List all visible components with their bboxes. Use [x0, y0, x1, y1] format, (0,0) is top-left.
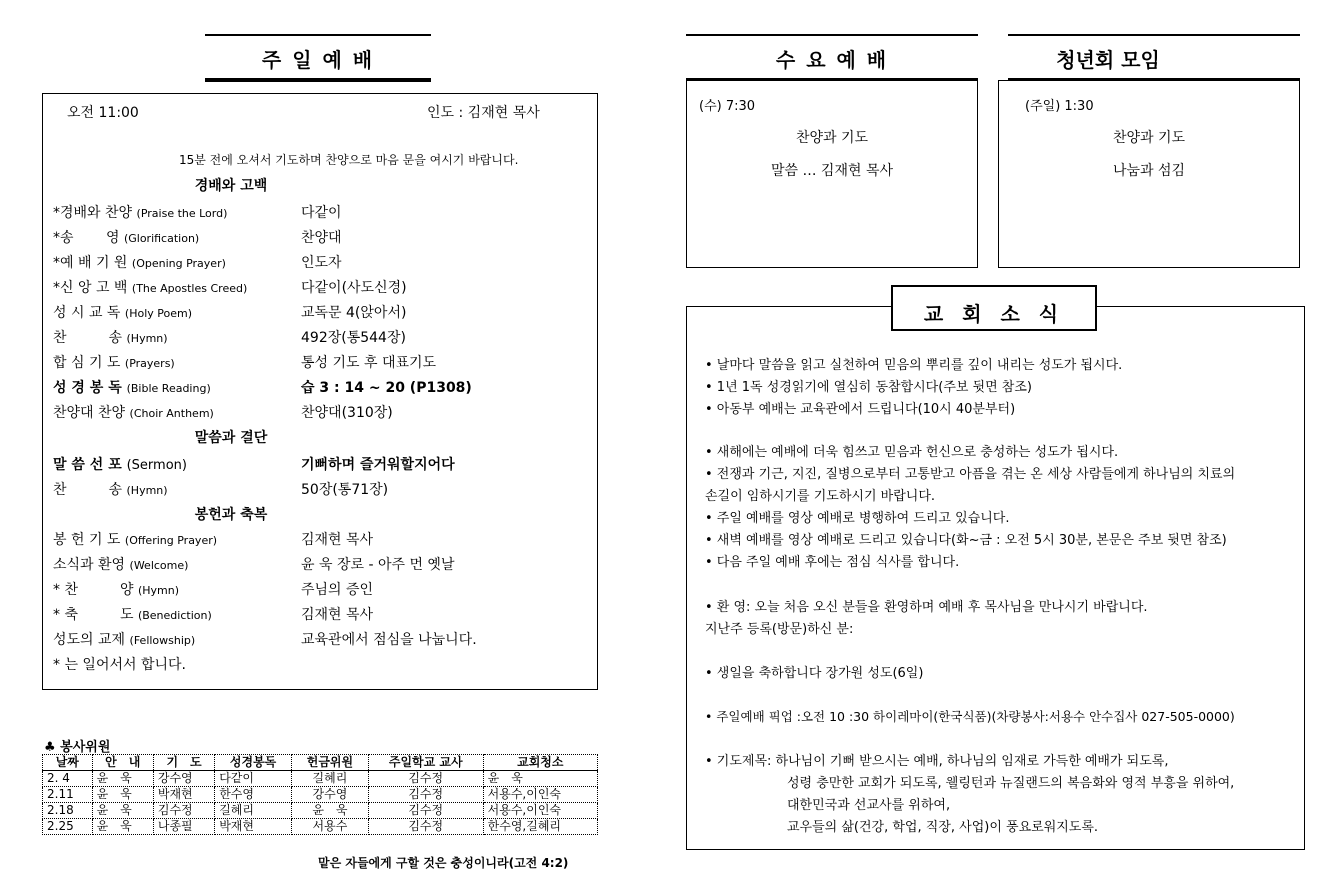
item-label: *송 영 [53, 230, 124, 246]
news-item: • 환 영: 오늘 처음 오신 분들을 환영하며 예배 후 목사님을 만나시기 바랍니다. [705, 600, 1148, 615]
title-rule-bottom [205, 78, 431, 82]
item-label: 찬양대 찬양 [53, 405, 130, 421]
title-rule-top [686, 34, 978, 36]
table-cell: 윤 욱 [92, 787, 153, 803]
table-cell: 길혜리 [215, 803, 292, 819]
table-cell: 윤 욱 [92, 819, 153, 835]
news-item: • 주일예배 픽업 :오전 10 :30 하이레마이(한국식품)(차량봉사:서용수 안수집사 027-505-0000) [705, 709, 1235, 724]
order-item [53, 202, 342, 222]
item-english: (Hymn) [137, 584, 180, 597]
table-cell: 한수영,길혜리 [483, 819, 597, 835]
news-item: 교우들의 삶(건강, 학업, 직장, 사업)이 풍요로워지도록. [787, 820, 1099, 835]
order-item [53, 277, 407, 297]
table-cell: 강수영 [153, 771, 214, 787]
table-cell: 윤 욱 [292, 803, 369, 819]
sunday-title: 주 일 예 배 [261, 48, 375, 72]
item-label: * 찬 양 [53, 582, 138, 598]
item-value: 찬양대(310장) [301, 405, 393, 421]
table-cell: 김수정 [368, 771, 483, 787]
item-value: 50장(통71장) [301, 482, 389, 498]
item-value: 통성 기도 후 대표기도 [301, 355, 437, 371]
order-item [53, 554, 455, 574]
table-cell: 2.11 [43, 787, 93, 803]
table-cell: 서용수,이인숙 [483, 803, 597, 819]
item-value: 주님의 증인 [301, 582, 374, 598]
table-cell: 김수정 [153, 803, 214, 819]
service-leader: 인도 : 김재현 목사 [427, 105, 540, 121]
order-item [53, 227, 342, 247]
item-label: 성도의 교제 [53, 632, 130, 648]
title-rule-top [205, 34, 431, 36]
item-value: 기뻐하며 즐거워할지어다 [301, 457, 455, 473]
youth-line: 나눔과 섬김 [1112, 163, 1186, 179]
wednesday-box [686, 80, 978, 268]
item-english: (The Apostles Creed) [131, 282, 248, 295]
news-item: 성령 충만한 교회가 되도록, 웰링턴과 뉴질랜드의 복음화와 영적 부흥을 위하여, [787, 776, 1235, 791]
youth-box [998, 80, 1300, 268]
table-cell: 2.25 [43, 819, 93, 835]
item-english: (Glorification) [123, 232, 200, 245]
item-label: 봉 헌 기 도 [53, 532, 125, 548]
order-item [53, 529, 374, 549]
news-box [686, 306, 1305, 850]
item-english: (Prayers) [124, 357, 175, 370]
column-header: 헌금위원 [292, 755, 369, 771]
item-label: 성 시 교 독 [53, 305, 125, 321]
standing-footnote: * 는 일어서서 합니다. [53, 657, 186, 673]
news-title-box [891, 285, 1097, 331]
table-cell: 2.18 [43, 803, 93, 819]
column-header: 안 내 [92, 755, 153, 771]
order-item [53, 402, 393, 422]
sunday-service-box [42, 93, 598, 690]
wednesday-title: 수 요 예 배 [775, 48, 889, 72]
item-value: 교독문 4(앉아서) [301, 305, 407, 321]
item-english: (Welcome) [129, 559, 189, 572]
item-english: (Fellowship) [129, 634, 196, 647]
table-header-row [43, 755, 598, 771]
item-value: 찬양대 [301, 230, 342, 246]
table-cell: 김수정 [368, 803, 483, 819]
order-item [53, 352, 437, 372]
column-header: 날짜 [43, 755, 93, 771]
duty-title: ♣ 봉사위원 [44, 740, 111, 755]
table-row [43, 787, 598, 803]
news-item: • 새벽 예배를 영상 예배로 드리고 있습니다(화~금 : 오전 5시 30분, 본문은 주보 뒷면 참조) [705, 533, 1227, 548]
table-cell: 윤 욱 [92, 771, 153, 787]
order-item [53, 579, 374, 599]
item-label: *신 앙 고 백 [53, 280, 132, 296]
table-cell: 김수정 [368, 787, 483, 803]
news-item: • 날마다 말씀을 읽고 실천하여 믿음의 뿌리를 깊이 내리는 성도가 됩시다. [705, 358, 1123, 373]
news-item: • 기도제목: 하나님이 기뻐 받으시는 예배, 하나님의 임재로 가득한 예배가 되도록, [705, 754, 1169, 769]
item-label: 소식과 환영 [53, 557, 130, 573]
news-item: 손길이 임하시기를 기도하시기 바랍니다. [705, 489, 936, 504]
order-item [53, 479, 389, 499]
column-header: 기 도 [153, 755, 214, 771]
item-value: 김재현 목사 [301, 532, 374, 548]
section-heading: 경배와 고백 [194, 178, 268, 194]
item-label: 합 심 기 도 [53, 355, 125, 371]
youth-time: (주일) 1:30 [1025, 99, 1094, 114]
item-english: (Sermon) [126, 458, 187, 473]
news-item: 지난주 등록(방문)하신 분: [705, 622, 854, 637]
order-item [53, 629, 477, 649]
order-item [53, 252, 342, 272]
table-cell: 한수영 [215, 787, 292, 803]
news-item: • 주일 예배를 영상 예배로 병행하여 드리고 있습니다. [705, 511, 1010, 526]
item-label: *예 배 기 원 [53, 255, 132, 271]
section-heading: 봉헌과 축복 [194, 507, 268, 523]
item-value: 교육관에서 점심을 나눕니다. [301, 632, 477, 648]
service-time: 오전 11:00 [67, 105, 139, 121]
news-item: • 전쟁과 기근, 지진, 질병으로부터 고통받고 아픔을 겪는 온 세상 사람들에게 하나님의 치료의 [705, 467, 1236, 482]
item-english: (Hymn) [126, 332, 168, 345]
table-row [43, 771, 598, 787]
item-value: 492장(통544장) [301, 330, 406, 346]
item-english: (Praise the Lord) [136, 207, 228, 220]
item-label: 찬 송 [53, 330, 127, 346]
order-item-sermon [53, 454, 455, 474]
item-english: (Hymn) [126, 484, 168, 497]
title-rule-top [1008, 34, 1300, 36]
column-header: 주일학교 교사 [368, 755, 483, 771]
wednesday-time: (수) 7:30 [699, 99, 756, 114]
table-cell: 서용수 [292, 819, 369, 835]
duty-table [42, 754, 598, 835]
item-label: 말 씀 선 포 [53, 457, 127, 473]
column-header: 성경봉독 [215, 755, 292, 771]
table-cell: 윤 욱 [483, 771, 597, 787]
bible-verse: 맡은 자들에게 구할 것은 충성이니라(고전 4:2) [318, 856, 569, 870]
item-label: * 축 도 [53, 607, 138, 623]
item-label: 찬 송 [53, 482, 127, 498]
wednesday-line: 찬양과 기도 [795, 130, 869, 146]
news-item: 대한민국과 선교사를 위하여, [787, 798, 951, 813]
table-cell: 김수정 [368, 819, 483, 835]
order-item [53, 604, 374, 624]
table-cell: 박재현 [153, 787, 214, 803]
item-value: 인도자 [301, 255, 342, 271]
order-item [53, 327, 406, 347]
table-row [43, 803, 598, 819]
news-item: • 다음 주일 예배 후에는 점심 식사를 합니다. [705, 555, 960, 570]
item-value: 다같이(사도신경) [301, 280, 407, 296]
table-cell: 박재현 [215, 819, 292, 835]
table-cell: 나종필 [153, 819, 214, 835]
news-item: • 새해에는 예배에 더욱 힘쓰고 믿음과 헌신으로 충성하는 성도가 됩시다. [705, 445, 1119, 460]
item-english: (Benediction) [137, 609, 212, 622]
news-item: • 아동부 예배는 교육관에서 드립니다(10시 40분부터) [705, 402, 1016, 417]
table-cell: 강수영 [292, 787, 369, 803]
item-label: *경배와 찬양 [53, 205, 137, 221]
table-cell: 서용수,이인숙 [483, 787, 597, 803]
news-title: 교 회 소 식 [923, 302, 1065, 326]
youth-title: 청년회 모임 [1056, 48, 1160, 72]
item-english: (Bible Reading) [126, 382, 211, 395]
table-cell: 2. 4 [43, 771, 93, 787]
item-english: (Offering Prayer) [124, 534, 218, 547]
news-item: • 생일을 축하합니다 장가원 성도(6일) [705, 666, 924, 681]
item-value: 김재현 목사 [301, 607, 374, 623]
section-heading: 말씀과 결단 [194, 430, 268, 446]
wednesday-line: 말씀 … 김재현 목사 [770, 163, 894, 179]
item-value: 윤 욱 장로 - 아주 먼 옛날 [301, 557, 455, 573]
table-row [43, 819, 598, 835]
item-value: 다같이 [301, 205, 342, 221]
arrival-notice: 15분 전에 오셔서 기도하며 찬양으로 마음 문을 여시기 바랍니다. [179, 153, 519, 167]
item-english: (Holy Poem) [124, 307, 193, 320]
item-english: (Opening Prayer) [131, 257, 226, 270]
table-cell: 윤 욱 [92, 803, 153, 819]
table-cell: 길혜리 [292, 771, 369, 787]
order-item [53, 302, 407, 322]
item-value: 습 3 : 14 ~ 20 (P1308) [301, 380, 472, 396]
item-english: (Choir Anthem) [129, 407, 214, 420]
order-item-bible-reading [53, 377, 472, 397]
news-item: • 1년 1독 성경읽기에 열심히 동참합시다(주보 뒷면 참조) [705, 380, 1032, 395]
column-header: 교회청소 [483, 755, 597, 771]
youth-line: 찬양과 기도 [1112, 130, 1186, 146]
item-label: 성 경 봉 독 [53, 380, 127, 396]
table-cell: 다같이 [215, 771, 292, 787]
